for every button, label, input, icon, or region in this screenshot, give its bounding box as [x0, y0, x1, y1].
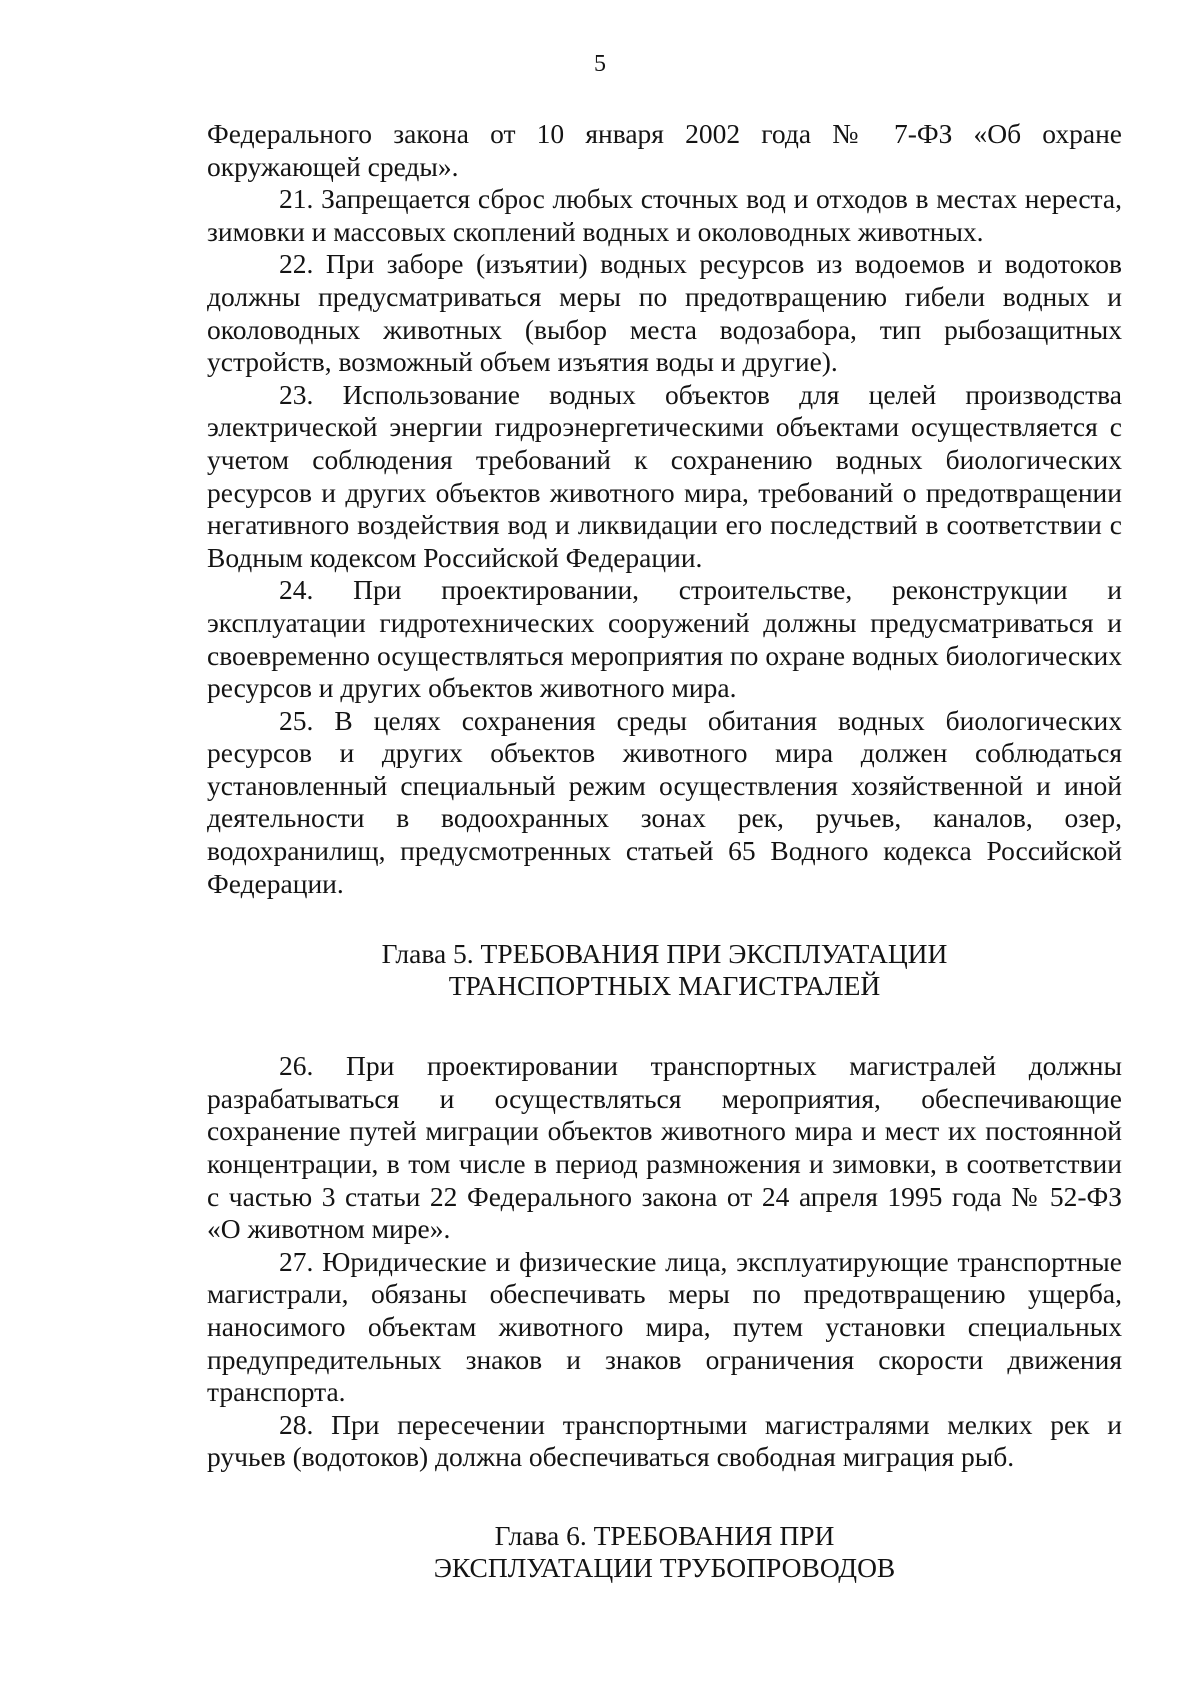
chapter-5-title-line-1: Глава 5. ТРЕБОВАНИЯ ПРИ ЭКСПЛУАТАЦИИ — [381, 938, 948, 970]
paragraph-26: 26. При проектировании транспортных магистралей должны разрабатываться и осуществляться мероприятия, обеспечивающие сохранение путей миграции объектов животного мира и мест их постоянной концентрации, в том числе в период размножения и зимовки, в соответствии с частью 3 статьи 22 Федерального закона от 24 апреля 1995 года № 52-ФЗ «О животном мире». — [207, 1050, 1122, 1245]
paragraph-21: 21. Запрещается сброс любых сточных вод и отходов в местах нереста, зимовки и массовых скоплений водных и околоводных животных. — [207, 183, 1122, 247]
paragraph-23: 23. Использование водных объектов для целей производства электрической энергии гидроэнергетическими объектами осуществляется с учетом соблюдения требований к сохранению водных биологических ресурсов и других объектов животного мира, требований о предотвращении негативного воздействия вод и ликвидации его последствий в соответствии с Водным кодексом Российской Федерации. — [207, 378, 1122, 573]
page-number: 5 — [594, 51, 606, 77]
chapter-6-title-line-2: ЭКСПЛУАТАЦИИ ТРУБОПРОВОДОВ — [433, 1551, 896, 1583]
paragraph-25: 25. В целях сохранения среды обитания водных биологических ресурсов и других объектов животного мира должен соблюдаться установленный специальный режим осуществления хозяйственной и иной деятельности в водоохранных зонах рек, ручьев, каналов, озер, водохранилищ, предусмотренных статьей 65 Водного кодекса Российской Федерации. — [207, 704, 1122, 899]
chapter-5-title-line-2: ТРАНСПОРТНЫХ МАГИСТРАЛЕЙ — [448, 970, 881, 1002]
document-body — [207, 118, 1122, 1584]
chapter-5-heading — [207, 938, 1122, 1002]
paragraph-28: 28. При пересечении транспортными магистралями мелких рек и ручьев (водотоков) должна обеспечиваться свободная миграция рыб. — [207, 1408, 1122, 1473]
paragraph-24: 24. При проектировании, строительстве, реконструкции и эксплуатации гидротехнических сооружений должны предусматриваться и своевременно осуществляться мероприятия по охране водных биологических ресурсов и других объектов животного мира. — [207, 574, 1122, 704]
chapter-6-heading — [207, 1520, 1122, 1584]
chapter-6-title-line-1: Глава 6. ТРЕБОВАНИЯ ПРИ — [494, 1519, 835, 1551]
paragraph-22: 22. При заборе (изъятии) водных ресурсов из водоемов и водотоков должны предусматриваться меры по предотвращению гибели водных и околоводных животных (выбор места водозабора, тип рыбозащитных устройств, возможный объем изъятия воды и другие). — [207, 248, 1122, 378]
paragraph-27: 27. Юридические и физические лица, эксплуатирующие транспортные магистрали, обязаны обеспечивать меры по предотвращению ущерба, наносимого объектам животного мира, путем установки специальных предупредительных знаков и знаков ограничения скорости движения транспорта. — [207, 1245, 1122, 1408]
paragraph-continuation: Федерального закона от 10 января 2002 года № 7-ФЗ «Об охране окружающей среды». — [207, 118, 1122, 182]
